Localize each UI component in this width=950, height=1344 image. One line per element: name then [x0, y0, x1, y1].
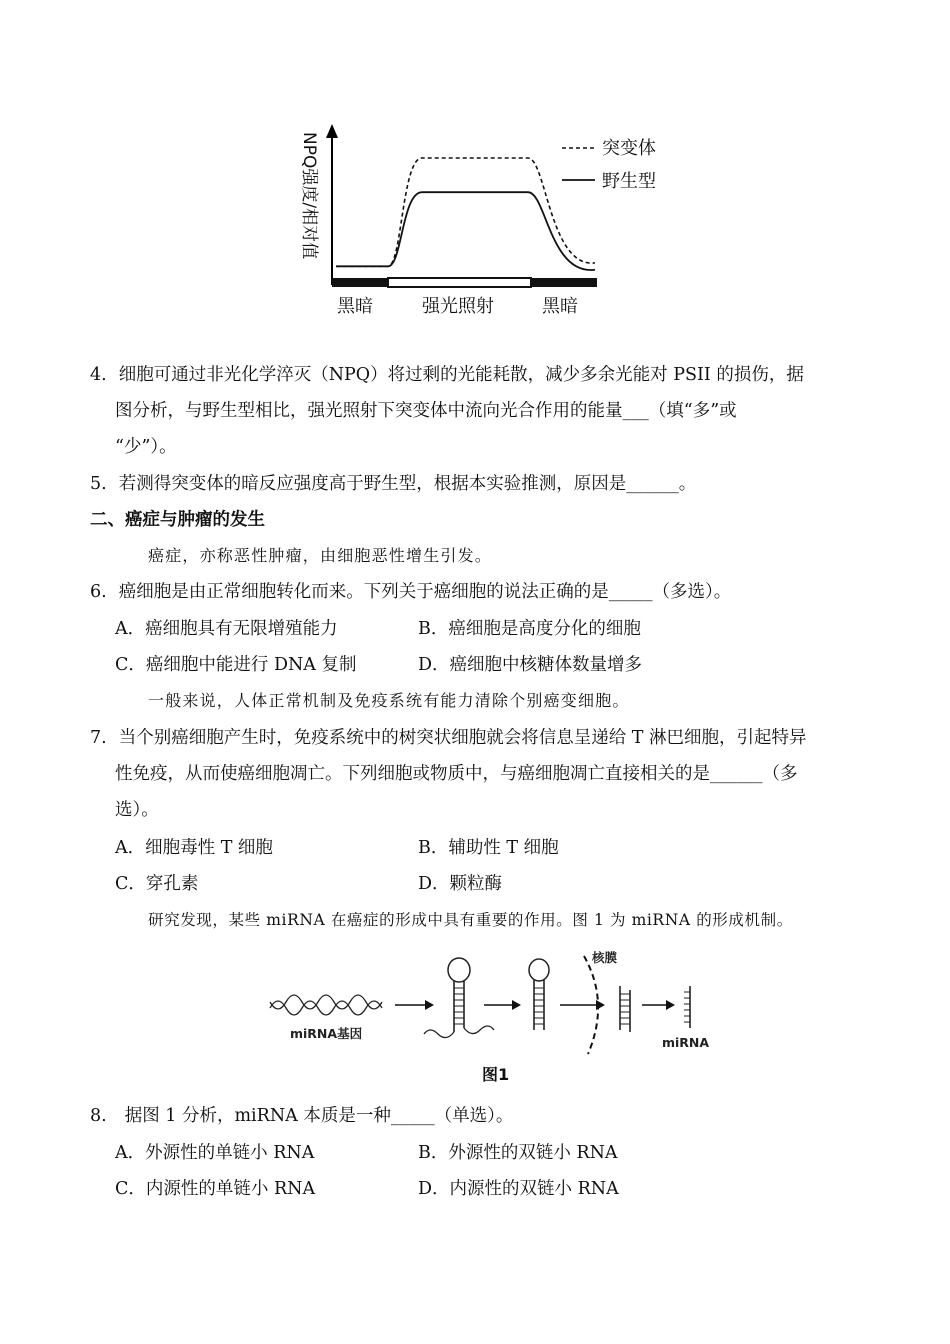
- hairpin-1-rungs: [454, 988, 464, 1024]
- section-2-heading: 二、癌症与肿瘤的发生: [90, 510, 265, 530]
- q7-option-a[interactable]: A．细胞毒性 T 细胞: [115, 838, 273, 858]
- q6-option-a[interactable]: A．癌细胞具有无限增殖能力: [115, 619, 338, 639]
- dna-helix-strand-2: [270, 995, 382, 1009]
- q7-option-b[interactable]: B．辅助性 T 细胞: [418, 838, 559, 858]
- npq-chart: [290, 120, 710, 330]
- phase-label-dark-2: 黑暗: [542, 296, 578, 317]
- q8-option-a[interactable]: A．外源性的单链小 RNA: [115, 1143, 315, 1163]
- hairpin-1-tail-left: [424, 1030, 454, 1038]
- q4-line2: 图分析，与野生型相比，强光照射下突变体中流向光合作用的能量___（填“多”或: [115, 401, 737, 421]
- figure-1-mirna-diagram: [262, 946, 722, 1060]
- gene-label: miRNA基因: [290, 1026, 363, 1041]
- phase-label-dark-1: 黑暗: [337, 296, 373, 317]
- q7-number: 7.: [90, 728, 107, 748]
- series-wildtype-line: [336, 192, 595, 270]
- phase-label-light: 强光照射: [422, 296, 494, 317]
- q7-line3: 选）。: [115, 800, 159, 820]
- arrow-1-head: [425, 1000, 434, 1010]
- q7-line2: 性免疫，从而使癌细胞凋亡。下列细胞或物质中，与癌细胞凋亡直接相关的是______（多: [115, 764, 798, 784]
- phase-bar-dark-2: [531, 278, 597, 287]
- q5-line: 5. 若测得突变体的暗反应强度高于野生型，根据本实验推测，原因是______。: [90, 474, 697, 494]
- q8-option-b[interactable]: B．外源性的双链小 RNA: [418, 1143, 618, 1163]
- hairpin-loop-1: [448, 958, 470, 982]
- q8-option-d[interactable]: D．内源性的双链小 RNA: [418, 1179, 619, 1199]
- q6-option-d[interactable]: D．癌细胞中核糖体数量增多: [418, 655, 643, 675]
- mirna-label: miRNA: [662, 1035, 710, 1050]
- intro-cancer: 癌症，亦称恶性肿瘤，由细胞恶性增生引发。: [148, 546, 493, 565]
- legend-wildtype-label: 野生型: [602, 171, 656, 192]
- figure-1-caption: 图1: [482, 1065, 510, 1084]
- dna-helix-strand-1: [270, 1001, 382, 1015]
- q6-option-b[interactable]: B．癌细胞是高度分化的细胞: [418, 619, 641, 639]
- phase-bar-light: [388, 278, 531, 287]
- hairpin-1-tail-right: [464, 1026, 494, 1034]
- q6-stem: 6. 癌细胞是由正常细胞转化而来。下列关于癌细胞的说法正确的是_____（多选）。: [90, 582, 732, 602]
- q4-number: 4.: [90, 365, 107, 385]
- intro-mirna: 研究发现，某些 miRNA 在癌症的形成中具有重要的作用。图 1 为 miRNA 的形成机制。: [148, 911, 793, 929]
- hairpin-2-rungs: [534, 988, 544, 1024]
- q7-option-d[interactable]: D．颗粒酶: [418, 874, 503, 894]
- q4-line1: 4. 细胞可通过非光化学淬灭（NPQ）将过剩的光能耗散，减少多余光能对 PSII 的损伤，据: [90, 365, 804, 385]
- mirna-ticks: [684, 992, 690, 1022]
- q8-stem: 8. 据图 1 分析，miRNA 本质是一种_____（单选）。: [90, 1106, 514, 1126]
- q6-option-c[interactable]: C．癌细胞中能进行 DNA 复制: [115, 655, 357, 675]
- q8-option-c[interactable]: C．内源性的单链小 RNA: [115, 1179, 316, 1199]
- q4-line3: “少”）。: [115, 437, 177, 457]
- membrane-label: 核膜: [592, 950, 618, 965]
- q6-number: 6.: [90, 582, 107, 602]
- arrow-4-head: [666, 1000, 675, 1010]
- arrow-2-head: [512, 1000, 521, 1010]
- y-axis-arrow: [326, 124, 338, 138]
- legend-mutant-label: 突变体: [602, 138, 656, 159]
- q7-option-c[interactable]: C．穿孔素: [115, 874, 199, 894]
- q7-line1: 7. 当个别癌细胞产生时，免疫系统中的树突状细胞就会将信息呈递给 T 淋巴细胞，引起特异: [90, 728, 807, 748]
- duplex-rungs: [620, 994, 630, 1024]
- phase-bar-dark-1: [332, 278, 388, 287]
- hairpin-loop-2: [529, 959, 549, 981]
- q5-number: 5.: [90, 474, 107, 494]
- series-mutant-line: [336, 158, 595, 266]
- q8-number: 8.: [90, 1106, 107, 1126]
- intro-immune: 一般来说，人体正常机制及免疫系统有能力清除个别癌变细胞。: [148, 691, 630, 710]
- y-axis-label: NPQ强度/相对值: [299, 132, 319, 260]
